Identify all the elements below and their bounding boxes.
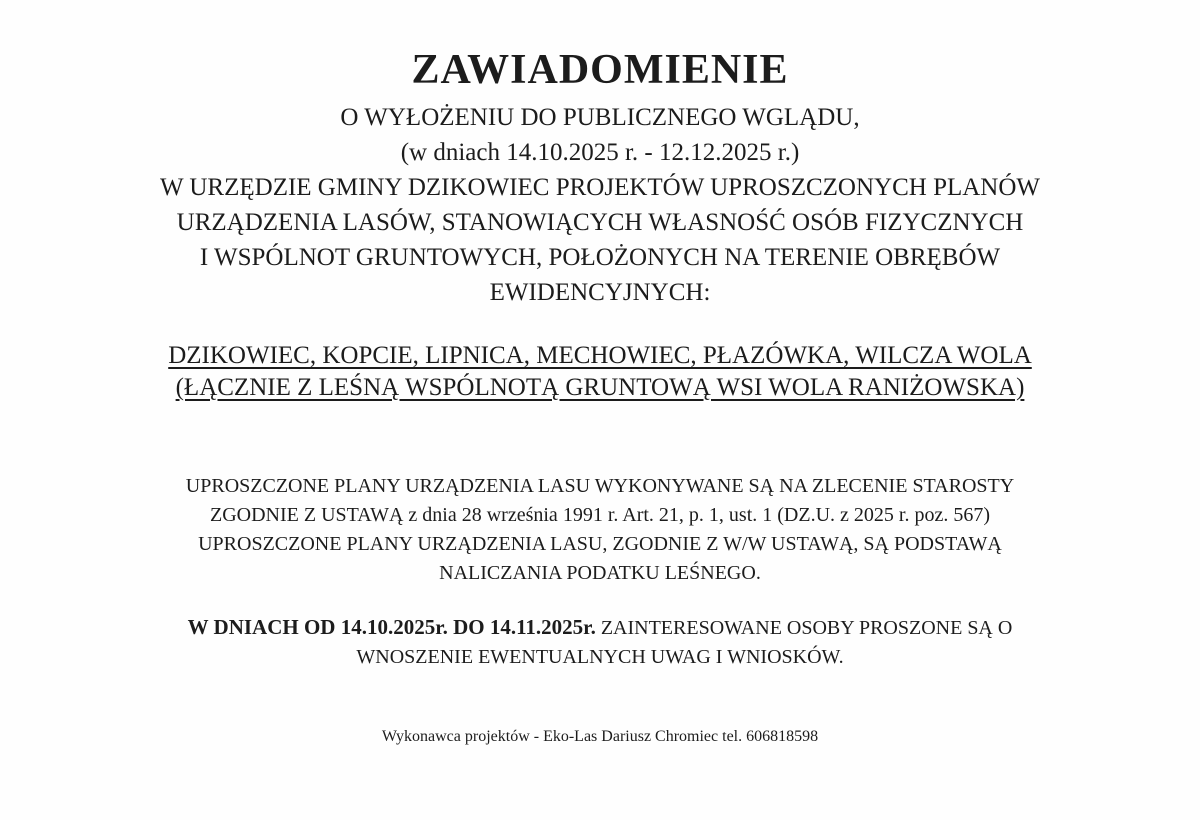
- deadline-request: ZAINTERESOWANE OSOBY PROSZONE SĄ O: [595, 617, 1013, 639]
- areas-line: (ŁĄCZNIE Z LEŚNĄ WSPÓLNOTĄ GRUNTOWĄ WSI WOLA RANIŻOWSKA): [175, 374, 1025, 401]
- areas-line: DZIKOWIEC, KOPCIE, LIPNICA, MECHOWIEC, PŁAZÓWKA, WILCZA WOLA: [168, 342, 1032, 369]
- notice-title: ZAWIADOMIENIE: [411, 47, 789, 93]
- deadline-line-1: [0, 613, 1200, 643]
- deadline-block: [0, 613, 1200, 672]
- areas-block: [0, 340, 1200, 404]
- deadline-dates: W DNIACH OD 14.10.2025r. DO 14.11.2025r.: [187, 615, 596, 639]
- info-block: [0, 472, 1200, 588]
- header-line: URZĄDZENIA LASÓW, STANOWIĄCYCH WŁASNOŚĆ OSÓB FIZYCZNYCH: [176, 209, 1024, 236]
- contractor-footer: [0, 726, 1200, 748]
- header-line: O WYŁOŻENIU DO PUBLICZNEGO WGLĄDU,: [340, 104, 860, 131]
- info-line: UPROSZCZONE PLANY URZĄDZENIA LASU WYKONYWANE SĄ NA ZLECENIE STAROSTY: [185, 475, 1015, 497]
- info-line: NALICZANIA PODATKU LEŚNEGO.: [439, 562, 761, 584]
- header-line: I WSPÓLNOT GRUNTOWYCH, POŁOŻONYCH NA TERENIE OBRĘBÓW: [199, 244, 1001, 271]
- deadline-line-2: WNOSZENIE EWENTUALNYCH UWAG I WNIOSKÓW.: [356, 646, 844, 668]
- header-line: (w dniach 14.10.2025 r. - 12.12.2025 r.): [400, 139, 800, 166]
- header-line: W URZĘDZIE GMINY DZIKOWIEC PROJEKTÓW UPROSZCZONYCH PLANÓW: [159, 174, 1041, 201]
- info-line: ZGODNIE Z USTAWĄ z dnia 28 września 1991 r. Art. 21, p. 1, ust. 1 (DZ.U. z 2025 r. poz. 567): [210, 504, 990, 526]
- contractor-info: Wykonawca projektów - Eko-Las Dariusz Chromiec tel. 606818598: [381, 728, 819, 745]
- header-line: EWIDENCYJNYCH:: [489, 279, 711, 306]
- info-line: UPROSZCZONE PLANY URZĄDZENIA LASU, ZGODNIE Z W/W USTAWĄ, SĄ PODSTAWĄ: [198, 533, 1002, 555]
- notice-header-block: [0, 100, 1200, 310]
